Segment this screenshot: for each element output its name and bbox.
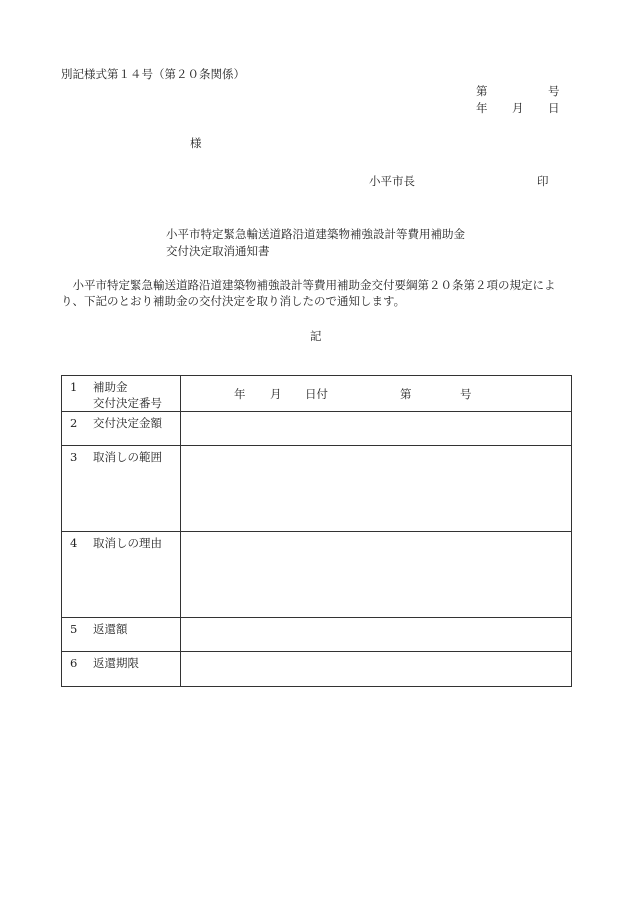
value-month: 月: [270, 387, 282, 401]
grant-decision-number-value: [181, 376, 572, 412]
value-date-suffix: 日付: [305, 387, 328, 401]
date-day: 日: [548, 101, 560, 115]
issuer-title: 小平市長: [369, 174, 415, 188]
value-number-suffix: 号: [460, 387, 472, 401]
row-number: 6: [70, 656, 78, 670]
ki-heading: 記: [310, 329, 322, 343]
number-suffix: 号: [548, 84, 560, 98]
table-row: [62, 376, 572, 412]
row-label-line1: 返還額: [93, 622, 128, 636]
row-number: 4: [70, 536, 78, 550]
row-label: [62, 376, 181, 412]
row-label: [62, 532, 181, 618]
refund-amount-value: [181, 618, 572, 652]
refund-deadline-value: [181, 652, 572, 687]
issuer-seal: 印: [537, 174, 549, 188]
table-row: [62, 618, 572, 652]
doc-title-line1: 小平市特定緊急輸送道路沿道建築物補強設計等費用補助金: [166, 227, 465, 241]
row-label: [62, 652, 181, 687]
row-label-line1: 補助金: [93, 380, 128, 394]
date-month: 月: [512, 101, 524, 115]
form-code: 別記様式第１４号（第２０条関係）: [61, 67, 245, 81]
addressee-suffix: 様: [190, 136, 202, 150]
body-paragraph: [61, 277, 573, 309]
row-label-line1: 返還期限: [93, 656, 139, 670]
row-label-line1: 取消しの範囲: [93, 450, 162, 464]
row-label: [62, 618, 181, 652]
row-number: 1: [70, 380, 78, 394]
row-label: [62, 412, 181, 446]
row-label-line1: 取消しの理由: [93, 536, 162, 550]
row-label-line1: 交付決定金額: [93, 416, 162, 430]
row-label-line2: 交付決定番号: [93, 396, 162, 410]
table-row: [62, 652, 572, 687]
row-number: 5: [70, 622, 78, 636]
body-line1: 小平市特定緊急輸送道路沿道建築物補強設計等費用補助金交付要綱第２０条第２項の規定によ: [61, 278, 556, 292]
row-label: [62, 446, 181, 532]
table-row: [62, 412, 572, 446]
cancellation-scope-value: [181, 446, 572, 532]
row-number: 2: [70, 416, 78, 430]
date-year: 年: [476, 101, 488, 115]
value-number-prefix: 第: [400, 387, 412, 401]
decision-amount-value: [181, 412, 572, 446]
doc-title-line2: 交付決定取消通知書: [166, 244, 270, 258]
table-row: [62, 446, 572, 532]
details-table: [61, 375, 572, 687]
body-line2: り、下記のとおり補助金の交付決定を取り消したので通知します。: [61, 294, 406, 308]
row-number: 3: [70, 450, 78, 464]
table-row: [62, 532, 572, 618]
cancellation-reason-value: [181, 532, 572, 618]
value-year: 年: [234, 387, 246, 401]
number-prefix: 第: [476, 84, 488, 98]
